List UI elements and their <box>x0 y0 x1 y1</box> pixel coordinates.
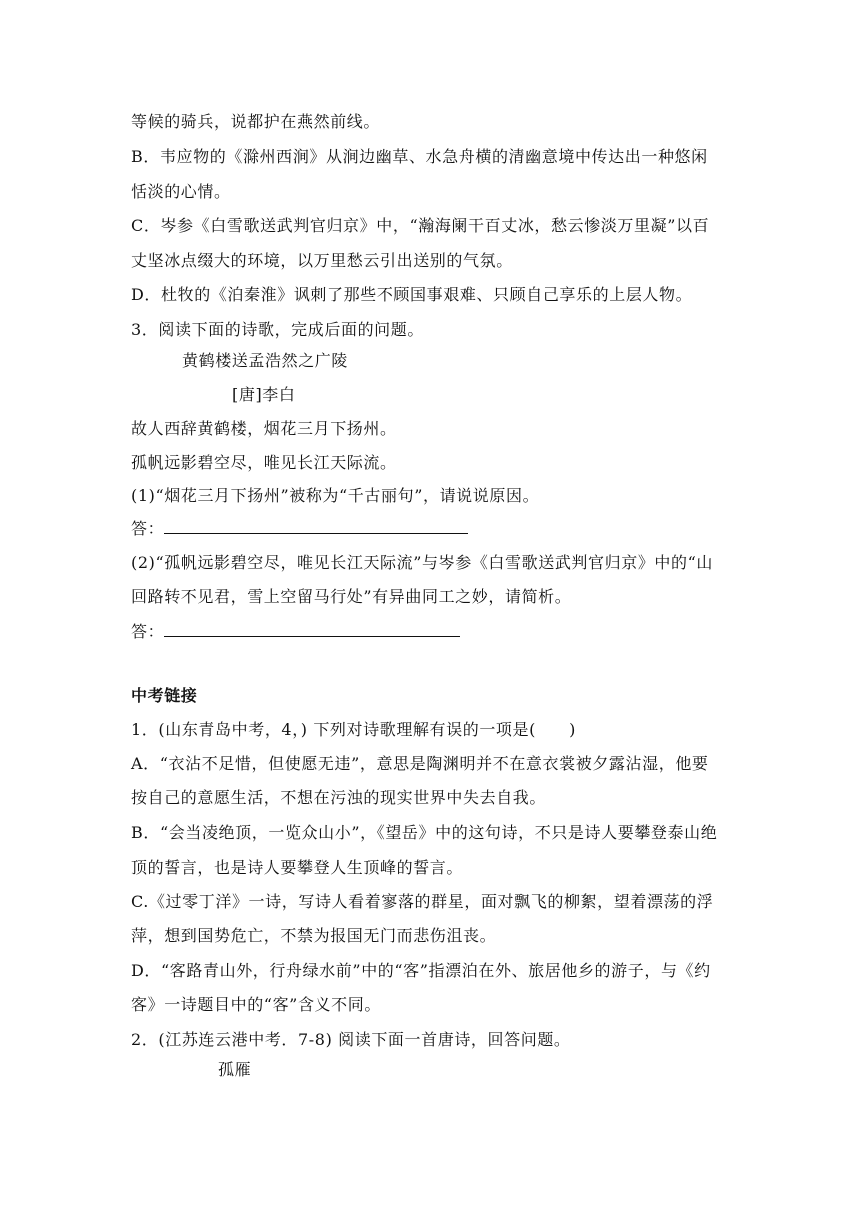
exam-question-2: 2．(江苏连云港中考．7-8) 阅读下面一首唐诗，回答问题。 <box>131 1030 571 1049</box>
answer-label: 答： <box>131 519 165 538</box>
text-line: 等候的骑兵，说都护在燕然前线。 <box>131 112 381 131</box>
poem-line: 孤帆远影碧空尽，唯见长江天际流。 <box>131 453 397 472</box>
option-d: D．杜牧的《泊秦淮》讽刺了那些不顾国事艰难、只顾自己享乐的上层人物。 <box>131 285 693 304</box>
option-c: C．岑参《白雪歌送武判官归京》中，“瀚海阑干百丈冰，愁云惨淡万里凝”以百 <box>131 216 710 235</box>
answer-label: 答： <box>131 622 165 641</box>
poem-title: 孤雁 <box>218 1060 252 1079</box>
text-line: 丈坚冰点缀大的环境，以万里愁云引出送别的气氛。 <box>131 251 513 270</box>
sub-question-2: (2)“孤帆远影碧空尽，唯见长江天际流”与岑参《白雪歌送武判官归京》中的“山 <box>131 553 714 572</box>
poem-author: [唐]李白 <box>232 385 296 404</box>
poem-line: 故人西辞黄鹤楼，烟花三月下扬州。 <box>131 419 397 438</box>
text-line: 按自己的意愿生活，不想在污浊的现实世界中失去自我。 <box>131 788 547 807</box>
answer-blank <box>164 517 468 534</box>
text-line: 客》一诗题目中的“客”含义不同。 <box>131 995 381 1014</box>
answer-line-2 <box>131 620 460 644</box>
text-line: 回路转不见君，雪上空留马行处”有异曲同工之妙，请简析。 <box>131 587 572 606</box>
option-b: B．韦应物的《滁州西涧》从涧边幽草、水急舟横的清幽意境中传达出一种悠闲 <box>131 147 708 166</box>
question-3: 3．阅读下面的诗歌，完成后面的问题。 <box>131 320 424 339</box>
exam-question-1: 1．(山东青岛中考，4，) 下列对诗歌理解有误的一项是( ) <box>131 720 577 739</box>
text-line: 恬淡的心情。 <box>131 182 231 201</box>
section-title: 中考链接 <box>131 686 198 705</box>
answer-line-1 <box>131 517 468 541</box>
option-b: B．“会当凌绝顶，一览众山小”，《望岳》中的这句诗，不只是诗人要攀登泰山绝 <box>131 823 718 842</box>
text-line: 顶的誓言，也是诗人要攀登人生顶峰的誓言。 <box>131 858 464 877</box>
option-c: C.《过零丁洋》一诗，写诗人看着寥落的群星，面对飘飞的柳絮，望着漂荡的浮 <box>131 892 714 911</box>
option-d: D．“客路青山外，行舟绿水前”中的“客”指漂泊在外、旅居他乡的游子，与《约 <box>131 961 711 980</box>
sub-question-1: (1)“烟花三月下扬州”被称为“千古丽句”，请说说原因。 <box>131 486 540 505</box>
option-a: A．“衣沾不足惜，但使愿无违”，意思是陶渊明并不在意衣裳被夕露沾湿，他要 <box>131 754 709 773</box>
answer-blank <box>164 620 460 637</box>
text-line: 萍，想到国势危亡，不禁为报国无门而悲伤沮丧。 <box>131 926 497 945</box>
poem-title: 黄鹤楼送孟浩然之广陵 <box>182 351 349 370</box>
